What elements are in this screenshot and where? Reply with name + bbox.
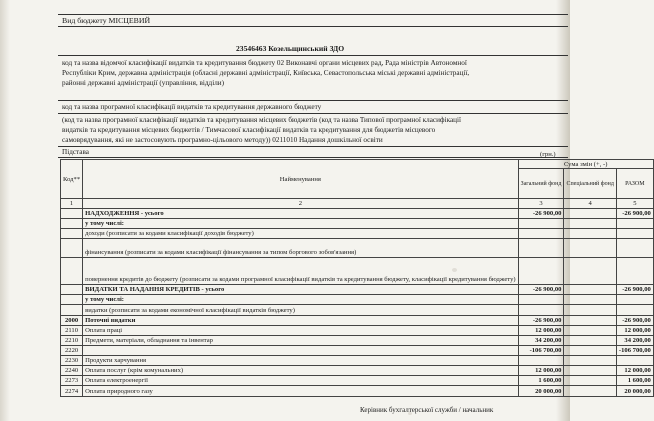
row-special-fund [564,209,616,219]
row-total: 12 000,00 [616,326,653,336]
row-special-fund [564,229,616,239]
col-code-header: Код** [61,160,83,199]
col-number: 3 [518,199,564,209]
row-code: 2230 [61,356,83,366]
column-number-row [61,199,654,209]
table-body [61,209,654,397]
row-name: фінансування (розписати за кодами класифікації фінансування за типом боргового зобов'язання) [83,239,518,258]
row-total [616,229,653,239]
row-total: -106 700,00 [616,346,653,356]
typical-code-line-1: (код та назва програмної класифікації видатків та кредитування місцевих бюджетів (код та назва Типової програмної класифікації [62,116,462,124]
row-total [616,295,653,305]
row-code: 2273 [61,376,83,386]
row-name: у тому числі: [83,219,518,229]
row-general-fund: -26 900,00 [518,209,564,219]
row-general-fund: 20 000,00 [518,386,564,397]
table-row [61,326,654,336]
row-name: Оплата праці [83,326,518,336]
table-row [61,305,654,316]
row-name: доходи (розписати за кодами класифікації доходів бюджету) [83,229,518,239]
organization-name: 23546463 Козельщинський ЗДО [236,44,345,53]
row-code: 2220 [61,346,83,356]
row-code: 2274 [61,386,83,397]
row-general-fund [518,229,564,239]
row-total [616,258,653,285]
page-left-shadow [0,0,10,421]
row-total [616,356,653,366]
row-special-fund [564,376,616,386]
table-row [61,366,654,376]
row-special-fund [564,326,616,336]
budget-type-rule [58,26,568,27]
row-total: -26 900,00 [616,285,653,295]
table-row [61,239,654,258]
row-special-fund [564,305,616,316]
row-special-fund [564,346,616,356]
row-name: у тому числі: [83,295,518,305]
row-total [616,305,653,316]
row-general-fund: 12 000,00 [518,366,564,376]
table-row [61,386,654,397]
signature-caption: Керівник бухгалтерської служби / начальник [360,406,494,414]
table-row [61,346,654,356]
row-code [61,305,83,316]
col-special-header: Спеціальний фонд [564,169,616,199]
organization-rule [58,55,568,56]
program-code-rule [58,100,568,101]
row-special-fund [564,316,616,326]
typical-code-line-3: самоврядування, які не застосовують програмно-цільового методу)) 0211010 Надання дошкільної освіти [62,136,383,144]
table-row [61,258,654,285]
col-general-header: Загальний фонд [518,169,564,199]
row-general-fund [518,258,564,285]
paper-mark [452,268,457,272]
col-number: 4 [564,199,616,209]
row-general-fund: 1 600,00 [518,376,564,386]
row-name: НАДХОДЖЕННЯ - усього [83,209,518,219]
budget-type: Вид бюджету МІСЦЕВИЙ [62,16,151,25]
row-general-fund: -106 700,00 [518,346,564,356]
row-total: -26 900,00 [616,316,653,326]
row-code [61,258,83,285]
row-name: Оплата природного газу [83,386,518,397]
row-name: Оплата електроенергії [83,376,518,386]
row-code [61,209,83,219]
row-special-fund [564,239,616,258]
col-number: 2 [83,199,518,209]
row-code: 2210 [61,336,83,346]
row-name: ВИДАТКИ ТА НАДАННЯ КРЕДИТІВ - усього [83,285,518,295]
table-row [61,316,654,326]
table-row [61,285,654,295]
basis-rule [58,157,568,158]
row-code: 2000 [61,316,83,326]
row-total [616,219,653,229]
table-row [61,356,654,366]
row-code [61,229,83,239]
dept-code-line-1: код та назва відомчої класифікації видатків та кредитування бюджету 02 Виконавчі органи місцевих рад, Рада міністрів Автономної [62,59,467,67]
row-special-fund [564,295,616,305]
top-rule [58,14,568,15]
row-total: -26 900,00 [616,209,653,219]
table-row [61,219,654,229]
row-code: 2110 [61,326,83,336]
row-general-fund: -26 900,00 [518,316,564,326]
row-code [61,285,83,295]
row-total: 34 200,00 [616,336,653,346]
dept-code-line-2: Республіки Крим, державна адміністрація (обласні державні адміністрації, Київська, Севастопольська міські державні адміністрації, [62,69,470,77]
basis-label: Підстава [62,148,89,156]
row-general-fund: 12 000,00 [518,326,564,336]
row-special-fund [564,219,616,229]
program-code-label: код та назва програмної класифікації видатків та кредитування державного бюджету [62,103,322,111]
row-general-fund [518,295,564,305]
col-name-header: Найменування [83,160,518,199]
row-general-fund [518,305,564,316]
row-general-fund [518,219,564,229]
row-code: 2240 [61,366,83,376]
row-total: 1 600,00 [616,376,653,386]
row-special-fund [564,258,616,285]
row-special-fund [564,386,616,397]
row-total [616,239,653,258]
dept-code-line-3: районні державні адміністрації (управління, відділи) [62,79,225,87]
typical-code-rule [58,146,568,147]
row-name: Продукти харчування [83,356,518,366]
budget-table [60,159,654,397]
col-number: 5 [616,199,653,209]
table-row [61,376,654,386]
row-code [61,219,83,229]
row-code [61,239,83,258]
row-name [83,346,518,356]
col-total-header: РАЗОМ [616,169,653,199]
row-general-fund: 34 200,00 [518,336,564,346]
table-row [61,295,654,305]
row-name: видатки (розписати за кодами економічної класифікації видатків бюджету) [83,305,518,316]
row-name: повернення кредитів до бюджету (розписати за кодами програмної класифікації видатків та кредитування бюджету, класифікації кредитування бюджету) [83,258,518,285]
row-name: Оплата послуг (крім комунальних) [83,366,518,376]
currency-label: (грн.) [540,151,556,158]
row-special-fund [564,366,616,376]
row-special-fund [564,336,616,346]
row-general-fund [518,356,564,366]
row-general-fund [518,239,564,258]
table-row [61,229,654,239]
header-row-top [61,160,654,169]
row-name: Предмети, матеріали, обладнання та інвентар [83,336,518,346]
row-code [61,295,83,305]
program-code-underline [58,113,568,114]
col-sum-changes-header: Сума змін (+, -) [518,160,653,169]
row-special-fund [564,356,616,366]
typical-code-line-2: видатків та кредитування місцевих бюджетів / Тимчасової класифікації видатків та кредитування для бюджетів місцевого [62,126,436,134]
table-row [61,336,654,346]
col-number: 1 [61,199,83,209]
row-total: 12 000,00 [616,366,653,376]
row-special-fund [564,285,616,295]
row-total: 20 000,00 [616,386,653,397]
row-name: Поточні видатки [83,316,518,326]
row-general-fund: -26 900,00 [518,285,564,295]
table-row [61,209,654,219]
